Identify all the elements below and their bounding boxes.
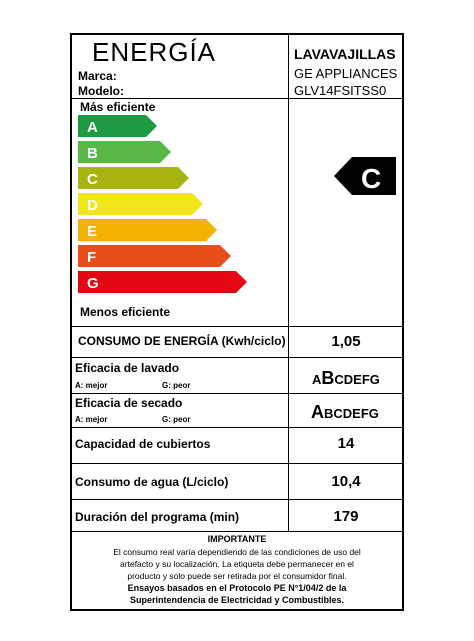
footer-title: IMPORTANTE [207, 534, 267, 544]
secado-rating [311, 402, 379, 423]
footer-line-4: Ensayos basados en el Protocolo PE N°1/04/2 de la [127, 583, 347, 593]
divider [72, 427, 402, 428]
class-letter-f: F [87, 249, 97, 266]
secado-good: A: mejor [75, 415, 108, 424]
divider [72, 499, 402, 500]
footer-line-1: El consumo real varía dependiendo de las condiciones de uso del [113, 547, 361, 557]
marca-label: Marca: [78, 69, 117, 83]
class-letter-b: B [87, 145, 98, 162]
duracion-value: 179 [333, 508, 359, 525]
divider [72, 393, 402, 394]
scale-top-label: Más eficiente [80, 100, 156, 114]
class-bar-f [78, 245, 231, 267]
class-bar-e [78, 219, 217, 241]
footer-line-5: Superintendencia de Electricidad y Combustibles. [129, 595, 345, 605]
class-letter-a: A [87, 119, 98, 136]
divider [288, 35, 289, 98]
footer-line-2: artefacto y su localización. La etiqueta debe permanecer en el [120, 559, 354, 569]
scale-bottom-label: Menos eficiente [80, 305, 171, 319]
cubiertos-label: Capacidad de cubiertos [75, 437, 211, 451]
secado-label: Eficacia de secado [75, 396, 183, 410]
product-type: LAVAVAJILLAS [294, 46, 396, 62]
efficiency-scale [72, 113, 288, 303]
class-bar-g [78, 271, 247, 293]
modelo-label: Modelo: [78, 84, 124, 98]
lavado-good: A: mejor [75, 381, 108, 390]
rating-letter: C [361, 163, 382, 194]
secado-suffix: BCDEFG [324, 406, 379, 421]
divider [72, 98, 402, 99]
model-value: GLV14FSITSS0 [294, 83, 387, 98]
lavado-bad: G: peor [162, 381, 191, 390]
divider [288, 98, 289, 327]
cubiertos-value: 14 [337, 435, 355, 452]
footer-line-3: producto y solo puede ser retirada por el consumidor final. [127, 571, 347, 581]
duracion-label: Duración del programa (min) [75, 510, 240, 524]
divider [72, 531, 402, 532]
agua-value: 10,4 [331, 473, 361, 490]
divider [72, 357, 402, 358]
class-letter-c: C [87, 171, 98, 188]
class-letter-g: G [87, 275, 99, 292]
divider [288, 326, 289, 531]
agua-label: Consumo de agua (L/ciclo) [75, 475, 229, 489]
lavado-rating [312, 368, 380, 389]
secado-rating-big: A [311, 402, 324, 422]
class-letter-d: D [87, 197, 98, 214]
lavado-rating-big: B [321, 368, 335, 388]
divider [72, 463, 402, 464]
divider [72, 326, 402, 327]
consumo-value: 1,05 [331, 333, 361, 350]
secado-bad: G: peor [162, 415, 191, 424]
lavado-label: Eficacia de lavado [75, 361, 180, 375]
rating-arrow [334, 157, 398, 197]
lavado-prefix: A [312, 372, 322, 387]
class-letter-e: E [87, 223, 98, 240]
brand-value: GE APPLIANCES [294, 66, 398, 81]
lavado-suffix: CDEFG [334, 372, 380, 387]
label-title: ENERGÍA [92, 37, 217, 67]
consumo-label: CONSUMO DE ENERGÍA (Kwh/ciclo) [78, 334, 286, 348]
energy-label [70, 33, 404, 611]
